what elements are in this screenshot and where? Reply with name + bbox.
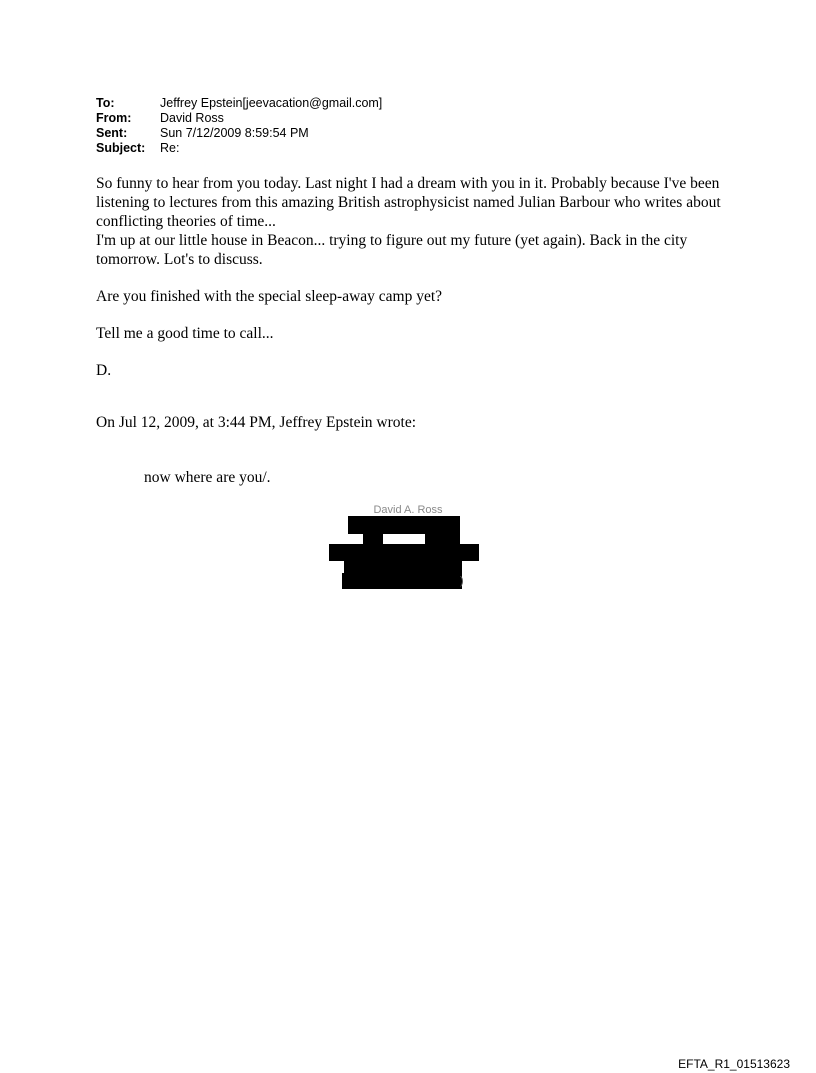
from-value: David Ross <box>160 111 224 125</box>
from-row <box>96 111 382 126</box>
to-label: To: <box>96 96 115 110</box>
quote-attribution: On Jul 12, 2009, at 3:44 PM, Jeffrey Epstein wrote: <box>96 414 417 431</box>
redaction-bar <box>344 561 462 573</box>
to-value: Jeffrey Epstein[jeevacation@gmail.com] <box>160 96 383 110</box>
sent-row <box>96 126 382 141</box>
body-signoff: D. <box>96 362 112 379</box>
subject-value: Re: <box>160 141 180 155</box>
signature-trailing-char: ) <box>460 575 464 587</box>
signature-block <box>328 503 480 591</box>
subject-row <box>96 141 382 156</box>
body-paragraph: I'm up at our little house in Beacon... trying to figure out my future (yet again). Back in the city tomorrow. Lot's to discuss. <box>96 232 688 268</box>
from-label: From: <box>96 111 132 125</box>
redaction-bar <box>342 573 462 589</box>
quoted-message: now where are you/. <box>144 469 271 486</box>
sent-value: Sun 7/12/2009 8:59:54 PM <box>160 126 309 140</box>
to-row <box>96 96 382 111</box>
body-paragraph: Tell me a good time to call... <box>96 325 274 342</box>
signature-name: David A. Ross <box>373 504 443 516</box>
document-id: EFTA_R1_01513623 <box>678 1057 790 1071</box>
subject-label: Subject: <box>96 141 146 155</box>
body-paragraph: Are you finished with the special sleep-away camp yet? <box>96 288 443 305</box>
redaction-bar <box>348 516 460 534</box>
email-header <box>96 96 382 156</box>
redaction-bar <box>329 544 479 561</box>
sent-label: Sent: <box>96 126 128 140</box>
email-body <box>96 174 736 380</box>
body-paragraph: So funny to hear from you today. Last night I had a dream with you in it. Probably because I've been listening to lectures from this amazing British astrophysicist named Julian Barbour who writes about conflicting theories of time... <box>96 175 721 230</box>
